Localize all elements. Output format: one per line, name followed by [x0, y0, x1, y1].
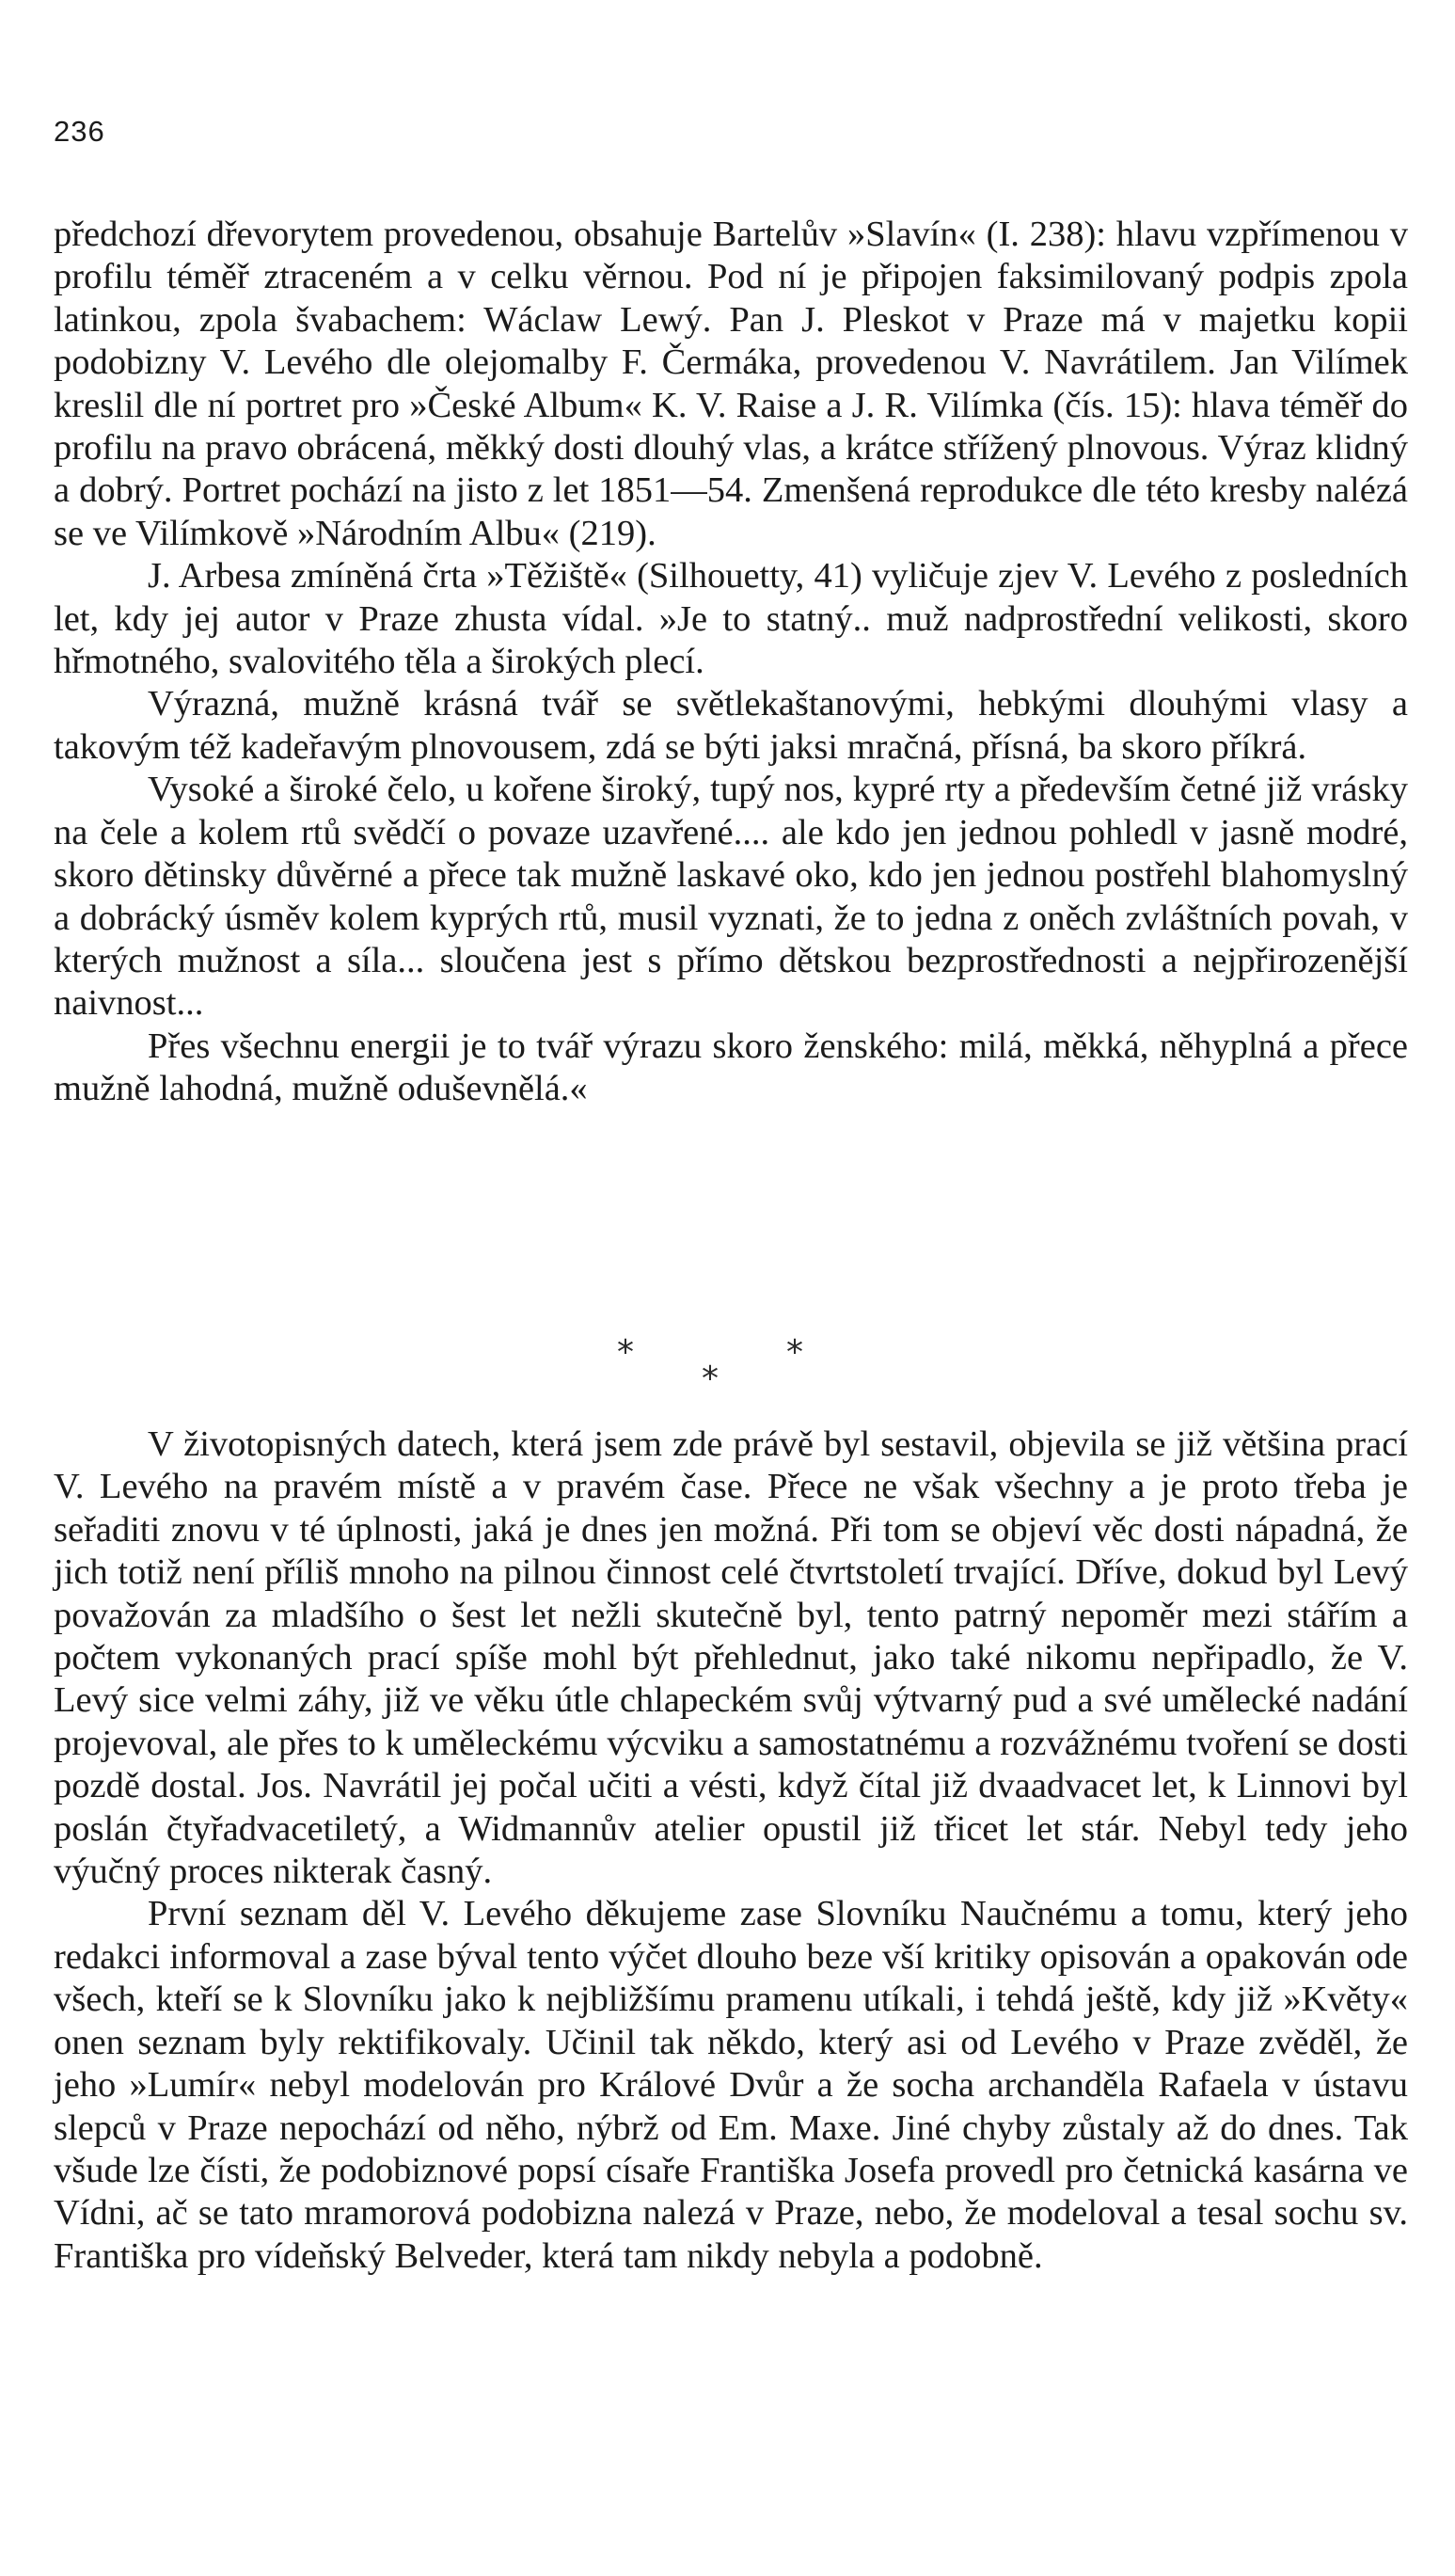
- paragraph: předchozí dřevorytem provedenou, obsahuje Bartelův »Slavín« (I. 238): hlavu vzpřímenou v profilu téměř ztraceném a v celku věrnou. Pod ní je připojen faksimilovaný podpis zpola latinkou, zpola švabachem: Wáclaw Lewý. Pan J. Pleskot v Praze má v majetku kopii podobizny V. Levého dle olejomalby F. Čermáka, provedenou V. Navrátilem. Jan Vilímek kreslil dle ní portret pro »České Album« K. V. Raise a J. R. Vilímka (čís. 15): hlava téměř do profilu na pravo obrácená, měkký dosti dlouhý vlas, a krátce střížený plnovous. Výraz klidný a dobrý. Portret pochází na jisto z let 1851—54. Zmenšená reprodukce dle této kresby nalézá se ve Vilímkově »Národním Albu« (219).: [54, 215, 1408, 553]
- paragraph: Vysoké a široké čelo, u kořene široký, tupý nos, kypré rty a především četné již vrásky na čele a kolem rtů svědčí o povaze uzavřené.... ale kdo jen jednou pohledl v jasně modré, skoro dětinsky důvěrné a přece tak mužně laskavé oko, kdo jen jednou postřehl blahomyslný a dobrácký úsměv kolem kyprých rtů, musil vyznati, že to jedna z oněch zvláštních povah, v kterých mužnost a síla... sloučena jest s přímo dětskou bezprostřednosti a nejpřirozenější naivnost...: [54, 770, 1408, 1024]
- paragraph: První seznam děl V. Levého děkujeme zase Slovníku Naučnému a tomu, který jeho redakci informoval a zase býval tento výčet dlouho beze vší kritiky opisován a opakován ode všech, kteří se k Slovníku jako k nejbližšímu pramenu utíkali, i tehdá ještě, kdy již »Květy« onen seznam byly rektifikovaly. Učinil tak někdo, který asi od Levého v Praze zvěděl, že jeho »Lumír« nebyl modelován pro Králové Dvůr a že socha archanděla Rafaela v ústavu slepců v Praze nepochází od něho, nýbrž od Em. Maxe. Jiné chyby zůstaly až do dnes. Tak všude lze čísti, že podobiznové popsí císaře Františka Josefa provedl pro četnická kasárna ve Vídni, ač se tato mramorová podobizna nalezá v Praze, nebo, že modeloval a tesal sochu sv. Františka pro vídeňský Belveder, která tam nikdy nebyla a podobně.: [54, 1894, 1408, 2276]
- divider-asterisk: *: [702, 1360, 719, 1398]
- section-divider: [0, 1333, 1455, 1398]
- text-section-2: [54, 1423, 1408, 2278]
- divider-asterisk: *: [617, 1333, 634, 1372]
- paragraph: J. Arbesa zmíněná črta »Těžiště« (Silhouetty, 41) vyličuje zjev V. Levého z posledních let, kdy jej autor v Praze zhusta vídal. »Je to statný.. muž nadprostřední velikosti, skoro hřmotného, svalovitého těla a širokých plecí.: [54, 556, 1408, 682]
- paragraph: Přes všechnu energii je to tvář výrazu skoro ženského: milá, měkká, něhyplná a přece mužně lahodná, mužně oduševnělá.«: [54, 1026, 1408, 1109]
- paragraph: V životopisných datech, která jsem zde právě byl sestavil, objevila se již většina prací V. Levého na pravém místě a v pravém čase. Přece ne však všechny a je proto třeba je seřaditi znovu v té úplnosti, jaká je dnes jen možná. Při tom se objeví věc dosti nápadná, že jich totiž není příliš mnoho na pilnou činnost celé čtvrtstoletí trvající. Dříve, dokud byl Levý považován za mladšího o šest let nežli skutečně byl, tento patrný nepoměr mezi stářím a počtem vykonaných prací spíše mohl být přehlednut, jako také nikomu nepřipadlo, že V. Levý sice velmi záhy, již ve věku útle chlapeckém svůj výtvarný pud a své umělecké nadání projevoval, ale přes to k uměleckému výcviku a samostatnému a rozvážnému tvoření se dosti pozdě dostal. Jos. Navrátil jej počal učiti a vésti, když čítal již dvaadvacet let, k Linnovi byl poslán čtyřadvacetiletý, a Widmannův atelier opustil již třicet let stár. Nebyl tedy jeho výučný proces nikterak časný.: [54, 1424, 1408, 1892]
- page-number: 236: [54, 115, 105, 148]
- paragraph: Výrazná, mužně krásná tvář se světlekaštanovými, hebkými dlouhými vlasy a takovým též kadeřavým plnovousem, zdá se býti jaksi mračná, přísná, ba skoro příkrá.: [54, 684, 1408, 767]
- text-section-1: [54, 214, 1408, 1111]
- divider-asterisk: *: [786, 1333, 803, 1372]
